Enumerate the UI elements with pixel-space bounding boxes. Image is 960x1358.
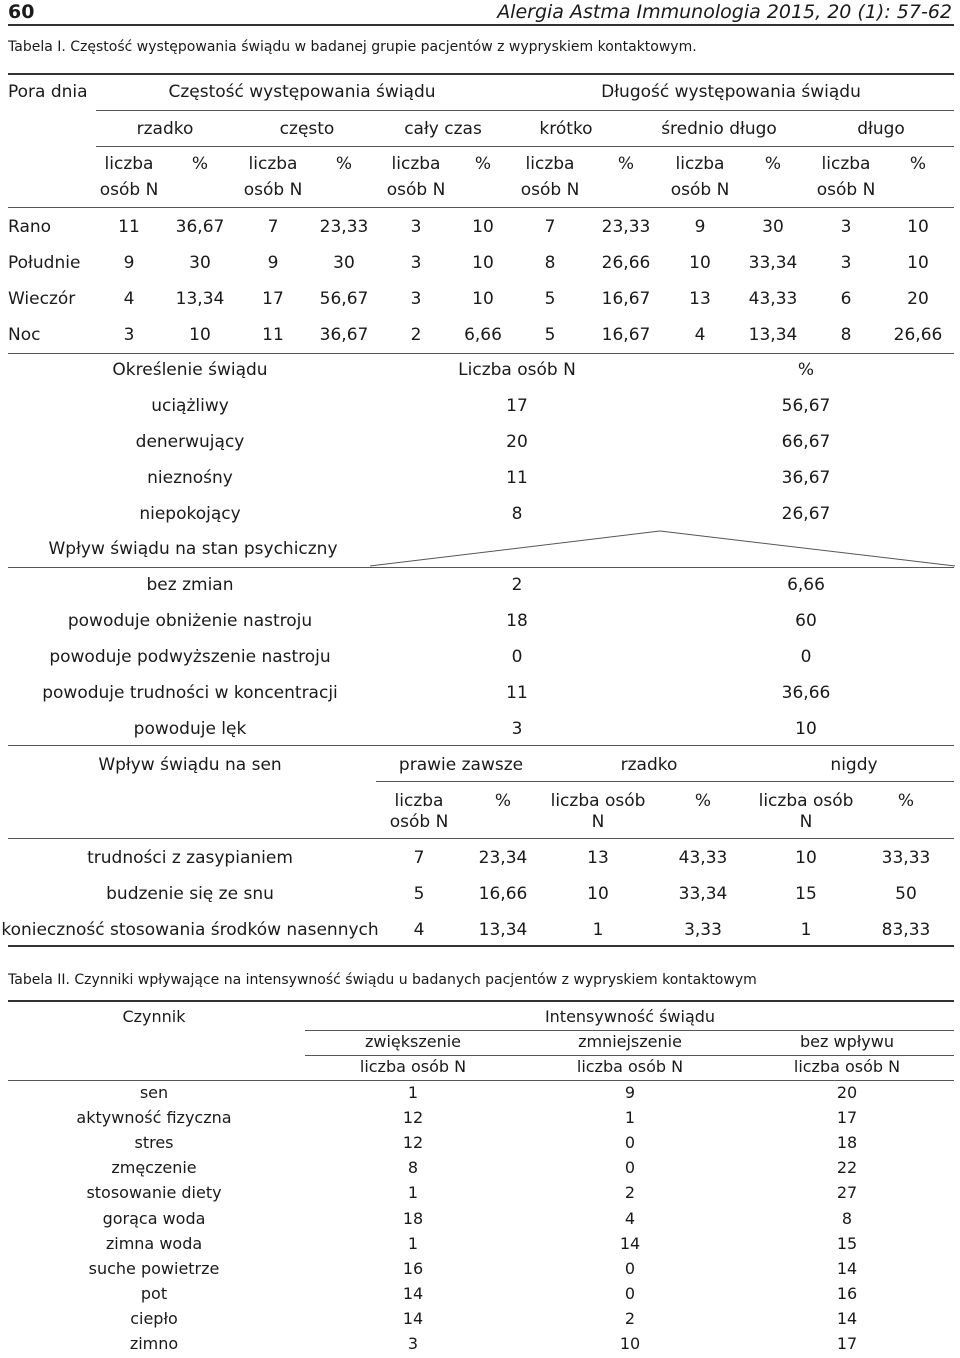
psych-cell: 3 xyxy=(511,719,523,739)
sen-liczba-osob-header: liczba osób xyxy=(758,791,854,811)
table-cell: 11 xyxy=(262,325,284,345)
subgroup-4: średnio długo xyxy=(661,119,777,139)
page-number: 60 xyxy=(8,1,35,23)
psych-cell: 36,66 xyxy=(781,683,831,703)
table2-cell: 10 xyxy=(619,1334,641,1353)
okreslenie-header-0: Określenie świądu xyxy=(112,360,268,380)
table-cell: 36,67 xyxy=(319,325,369,345)
table-cell: 5 xyxy=(544,325,556,345)
okreslenie-cell: 66,67 xyxy=(781,432,831,452)
table2-cell: 14 xyxy=(402,1283,424,1303)
table-cell: 3 xyxy=(410,253,422,273)
rule xyxy=(305,1030,954,1031)
okreslenie-cell: nieznośny xyxy=(147,468,233,488)
liczba-header: liczba xyxy=(821,154,871,174)
psych-header: Wpływ świądu na stan psychiczny xyxy=(48,539,338,559)
subgroup-0: rzadko xyxy=(136,119,194,139)
liczba-header: liczba xyxy=(675,154,725,174)
sen-cell: 15 xyxy=(795,884,817,904)
row-label: Noc xyxy=(8,325,41,345)
table-cell: 13 xyxy=(689,289,711,309)
factor-label: zmęczenie xyxy=(111,1158,197,1178)
sen-cell: 33,34 xyxy=(678,884,728,904)
table-cell: 10 xyxy=(472,217,494,237)
liczba-header: liczba xyxy=(391,154,441,174)
table-cell: 23,33 xyxy=(319,217,369,237)
psych-cell: 2 xyxy=(511,575,523,595)
psych-cell: powoduje lęk xyxy=(133,719,247,739)
row-label: Południe xyxy=(8,253,81,273)
percent-header: % xyxy=(191,154,209,174)
psych-cell: powoduje trudności w koncentracji xyxy=(42,683,338,703)
sen-cell: 10 xyxy=(587,884,609,904)
table2-cell: 12 xyxy=(402,1108,424,1128)
col-pora-dnia: Pora dnia xyxy=(8,82,88,102)
factor-label: suche powietrze xyxy=(88,1258,220,1278)
table-cell: 10 xyxy=(907,217,929,237)
okreslenie-cell: denerwujący xyxy=(135,432,245,452)
sen-cell: 16,66 xyxy=(478,884,528,904)
okreslenie-header-2: % xyxy=(797,360,815,380)
sen-cell: 13 xyxy=(587,848,609,868)
sen-cell: 1 xyxy=(800,920,812,940)
group-intensywnosc: Intensywność świądu xyxy=(544,1007,716,1026)
table2-cell: 14 xyxy=(402,1308,424,1328)
factor-label: zimna woda xyxy=(105,1233,203,1253)
table-cell: 26,66 xyxy=(601,253,651,273)
table-cell: 4 xyxy=(123,289,135,309)
table2-subgroup-0: zwiększenie xyxy=(364,1032,462,1051)
group-dlugosc: Długość występowania świądu xyxy=(601,82,861,102)
table-cell: 6,66 xyxy=(464,325,502,345)
table-cell: 20 xyxy=(907,289,929,309)
table-cell: 11 xyxy=(118,217,140,237)
table2-cell: 4 xyxy=(624,1208,636,1228)
table-cell: 8 xyxy=(840,325,852,345)
table-cell: 2 xyxy=(410,325,422,345)
table2-subgroup-2: bez wpływu xyxy=(800,1032,894,1051)
rule xyxy=(8,838,954,839)
osob-n-header: osób N xyxy=(816,180,876,200)
psych-cell: 11 xyxy=(506,683,528,703)
psych-cell: powoduje podwyższenie nastroju xyxy=(49,647,331,667)
table-cell: 9 xyxy=(267,253,279,273)
table-cell: 9 xyxy=(694,217,706,237)
psych-cell: 0 xyxy=(800,647,812,667)
sen-percent-header: % xyxy=(897,791,915,811)
table-cell: 5 xyxy=(544,289,556,309)
osob-n-header: osób N xyxy=(99,180,159,200)
table-cell: 30 xyxy=(189,253,211,273)
table-cell: 16,67 xyxy=(601,289,651,309)
table2-cell: 18 xyxy=(402,1208,424,1228)
okreslenie-cell: 56,67 xyxy=(781,396,831,416)
table2-cell: 0 xyxy=(624,1283,636,1303)
table-cell: 16,67 xyxy=(601,325,651,345)
table2-cell: 18 xyxy=(836,1133,858,1153)
sen-cell: 83,33 xyxy=(881,920,931,940)
liczba-header: liczba xyxy=(104,154,154,174)
sen-liczba-osob-header: liczba osób xyxy=(550,791,646,811)
sen-cell: 13,34 xyxy=(478,920,528,940)
sen-cell: 7 xyxy=(413,848,425,868)
percent-header: % xyxy=(764,154,782,174)
table2-cell: 14 xyxy=(619,1233,641,1253)
sen-cell: konieczność stosowania środków nasennych xyxy=(1,920,379,940)
table2-cell: 9 xyxy=(624,1083,636,1102)
table2-cell: 17 xyxy=(836,1108,858,1128)
table-cell: 26,66 xyxy=(893,325,943,345)
table2-cell: 3 xyxy=(407,1334,419,1353)
table2-cell: 15 xyxy=(836,1233,858,1253)
factor-label: ciepło xyxy=(130,1308,178,1328)
table2-cell: 22 xyxy=(836,1158,858,1178)
table2-top-rule xyxy=(8,1000,954,1002)
table-cell: 7 xyxy=(544,217,556,237)
table1-bottom-rule xyxy=(8,945,954,947)
rule xyxy=(8,1080,954,1081)
table-cell: 10 xyxy=(689,253,711,273)
sen-cell: 4 xyxy=(413,920,425,940)
table2-cell: 1 xyxy=(407,1083,419,1102)
sen-cell: 33,33 xyxy=(881,848,931,868)
sen-liczba-header: liczba xyxy=(394,791,444,811)
table2-cell: 1 xyxy=(407,1233,419,1253)
table2-cell: 1 xyxy=(624,1108,636,1128)
sen-percent-header: % xyxy=(694,791,712,811)
table2-cell: 2 xyxy=(624,1183,636,1203)
table2-cell: 0 xyxy=(624,1133,636,1153)
sen-cell: 1 xyxy=(592,920,604,940)
sen-n-header: N xyxy=(591,812,605,832)
sen-group-1: rzadko xyxy=(620,755,678,775)
table2-cell: 8 xyxy=(841,1208,853,1228)
okreslenie-header-1: Liczba osób N xyxy=(458,360,576,380)
sen-header: Wpływ świądu na sen xyxy=(98,755,282,775)
table-cell: 17 xyxy=(262,289,284,309)
sen-cell: 50 xyxy=(895,884,917,904)
percent-header: % xyxy=(335,154,353,174)
sen-percent-header: % xyxy=(494,791,512,811)
sen-osob-header: osób N xyxy=(389,812,449,832)
table-cell: 10 xyxy=(189,325,211,345)
journal-title: Alergia Astma Immunologia 2015, 20 (1): 57-62 xyxy=(497,1,952,23)
table2-cell: 0 xyxy=(624,1258,636,1278)
table1-caption: Tabela I. Częstość występowania świądu w badanej grupie pacjentów z wypryskiem kontaktowym. xyxy=(8,39,697,55)
osob-n-header: osób N xyxy=(670,180,730,200)
table2-cell: 2 xyxy=(624,1308,636,1328)
group-czestosc: Częstość występowania świądu xyxy=(168,82,436,102)
okreslenie-cell: 36,67 xyxy=(781,468,831,488)
okreslenie-cell: uciążliwy xyxy=(151,396,229,416)
osob-n-header: osób N xyxy=(520,180,580,200)
table2-cell: 14 xyxy=(836,1258,858,1278)
table-cell: 3 xyxy=(410,289,422,309)
table-cell: 3 xyxy=(123,325,135,345)
table2-caption: Tabela II. Czynniki wpływające na intensywność świądu u badanych pacjentów z wypryskiem kontaktowym xyxy=(8,972,757,988)
table-cell: 56,67 xyxy=(319,289,369,309)
okreslenie-cell: niepokojący xyxy=(139,504,241,524)
table-cell: 8 xyxy=(544,253,556,273)
subgroup-3: krótko xyxy=(539,119,593,139)
table-cell: 30 xyxy=(762,217,784,237)
factor-label: stres xyxy=(134,1133,174,1153)
subgroup-2: cały czas xyxy=(404,119,482,139)
rule xyxy=(305,1055,954,1056)
sen-cell: 3,33 xyxy=(684,920,722,940)
table2-cell: 16 xyxy=(836,1283,858,1303)
table2-liczba-header: liczba osób N xyxy=(576,1057,684,1076)
sen-cell: 23,34 xyxy=(478,848,528,868)
factor-label: stosowanie diety xyxy=(86,1183,222,1203)
table-cell: 23,33 xyxy=(601,217,651,237)
osob-n-header: osób N xyxy=(243,180,303,200)
factor-label: gorąca woda xyxy=(102,1208,206,1228)
psych-cell: powoduje obniżenie nastroju xyxy=(67,611,313,631)
table-cell: 6 xyxy=(840,289,852,309)
sen-cell: 10 xyxy=(795,848,817,868)
percent-header: % xyxy=(909,154,927,174)
table-cell: 36,67 xyxy=(175,217,225,237)
table2-cell: 0 xyxy=(624,1158,636,1178)
table2-liczba-header: liczba osób N xyxy=(359,1057,467,1076)
sen-n-header: N xyxy=(799,812,813,832)
table2-subgroup-1: zmniejszenie xyxy=(578,1032,682,1051)
factor-label: pot xyxy=(140,1283,168,1303)
row-label: Rano xyxy=(8,217,52,237)
table2-cell: 14 xyxy=(836,1308,858,1328)
subgroup-5: długo xyxy=(857,119,905,139)
sen-group-2: nigdy xyxy=(830,755,878,775)
factor-label: aktywność fizyczna xyxy=(76,1108,232,1128)
table-cell: 3 xyxy=(410,217,422,237)
rule xyxy=(8,745,954,746)
table-cell: 43,33 xyxy=(748,289,798,309)
table2-liczba-header: liczba osób N xyxy=(793,1057,901,1076)
table-cell: 13,34 xyxy=(175,289,225,309)
table-cell: 7 xyxy=(267,217,279,237)
psych-cell: 60 xyxy=(795,611,817,631)
col-czynnik: Czynnik xyxy=(122,1007,186,1026)
table-cell: 10 xyxy=(472,253,494,273)
sen-cell: 5 xyxy=(413,884,425,904)
sen-cell: trudności z zasypianiem xyxy=(87,848,293,868)
table-cell: 4 xyxy=(694,325,706,345)
table2-cell: 12 xyxy=(402,1133,424,1153)
liczba-header: liczba xyxy=(525,154,575,174)
table2-cell: 17 xyxy=(836,1334,858,1353)
sen-cell: budzenie się ze snu xyxy=(106,884,274,904)
table-cell: 3 xyxy=(840,217,852,237)
table2-cell: 8 xyxy=(407,1158,419,1178)
table-cell: 13,34 xyxy=(748,325,798,345)
percent-header: % xyxy=(474,154,492,174)
factor-label: sen xyxy=(139,1083,169,1102)
liczba-header: liczba xyxy=(248,154,298,174)
table-cell: 30 xyxy=(333,253,355,273)
okreslenie-cell: 26,67 xyxy=(781,504,831,524)
table2-cell: 20 xyxy=(836,1083,858,1102)
psych-cell: 6,66 xyxy=(787,575,825,595)
row-label: Wieczór xyxy=(8,289,76,309)
okreslenie-cell: 20 xyxy=(506,432,528,452)
psych-cell: bez zmian xyxy=(146,575,234,595)
psych-cell: 0 xyxy=(511,647,523,667)
table-cell: 9 xyxy=(123,253,135,273)
table2-cell: 27 xyxy=(836,1183,858,1203)
table-cell: 3 xyxy=(840,253,852,273)
factor-label: zimno xyxy=(129,1334,179,1353)
sen-group-0: prawie zawsze xyxy=(398,755,524,775)
okreslenie-cell: 8 xyxy=(511,504,523,524)
sen-cell: 43,33 xyxy=(678,848,728,868)
psych-cell: 18 xyxy=(506,611,528,631)
table-cell: 10 xyxy=(907,253,929,273)
table-cell: 33,34 xyxy=(748,253,798,273)
table2-cell: 16 xyxy=(402,1258,424,1278)
psych-cell: 10 xyxy=(795,719,817,739)
percent-header: % xyxy=(617,154,635,174)
rule xyxy=(376,781,954,782)
okreslenie-cell: 17 xyxy=(506,396,528,416)
subgroup-1: często xyxy=(279,119,335,139)
osob-n-header: osób N xyxy=(386,180,446,200)
table2-cell: 1 xyxy=(407,1183,419,1203)
table-cell: 10 xyxy=(472,289,494,309)
okreslenie-cell: 11 xyxy=(506,468,528,488)
